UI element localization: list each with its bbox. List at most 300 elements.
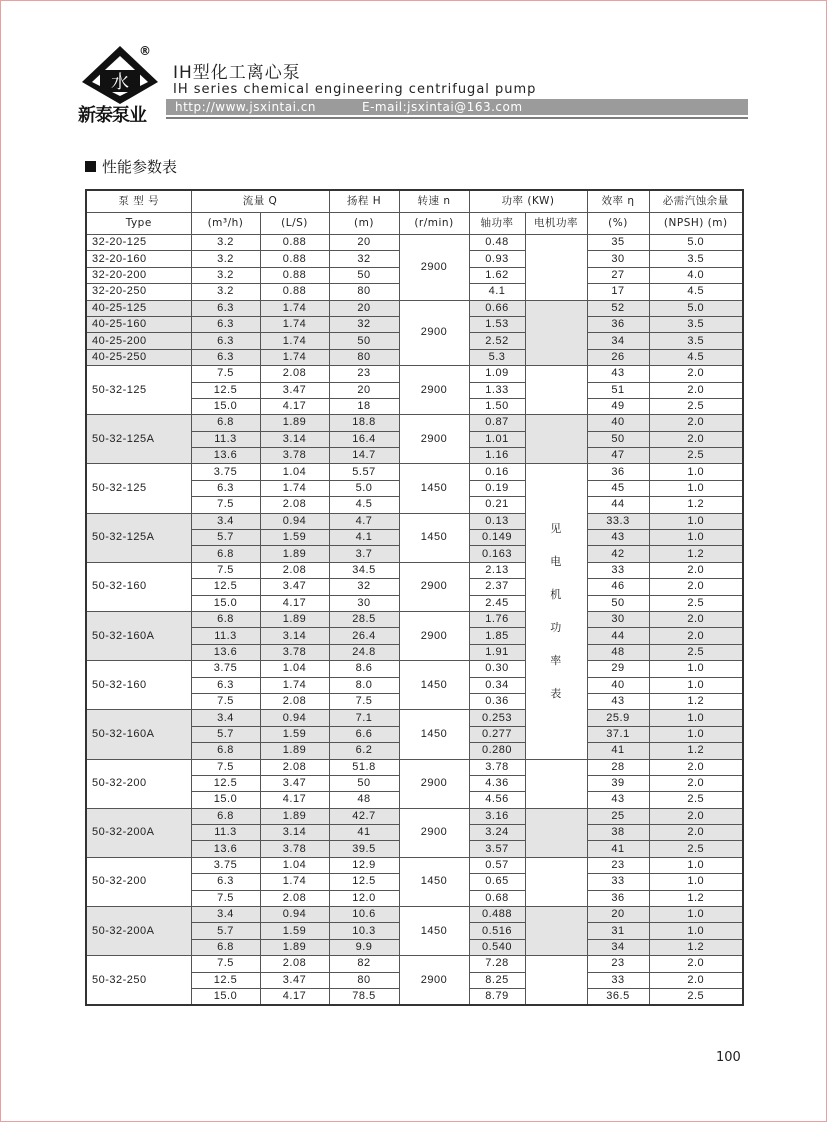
cell-efficiency: 36 (587, 464, 649, 480)
cell-shaft-power: 0.516 (469, 923, 525, 939)
cell-npsh: 2.0 (649, 382, 743, 398)
cell-shaft-power: 3.24 (469, 825, 525, 841)
cell-head: 14.7 (329, 448, 399, 464)
cell-flow-ls: 1.89 (260, 611, 329, 627)
cell-flow-ls: 1.59 (260, 726, 329, 742)
cell-shaft-power: 1.91 (469, 644, 525, 660)
cell-flow-ls: 0.88 (260, 284, 329, 300)
cell-head: 32 (329, 316, 399, 332)
cell-efficiency: 41 (587, 841, 649, 857)
cell-shaft-power: 0.66 (469, 300, 525, 316)
cell-efficiency: 35 (587, 235, 649, 251)
cell-flow-ls: 1.59 (260, 530, 329, 546)
cell-shaft-power: 0.68 (469, 890, 525, 906)
cell-type: 50-32-125A (86, 513, 191, 562)
cell-flow-m3h: 6.8 (191, 546, 260, 562)
cell-flow-ls: 1.74 (260, 874, 329, 890)
cell-efficiency: 20 (587, 907, 649, 923)
cell-flow-ls: 0.88 (260, 267, 329, 283)
cell-flow-ls: 2.08 (260, 562, 329, 578)
cell-flow-ls: 1.04 (260, 661, 329, 677)
cell-flow-m3h: 7.5 (191, 890, 260, 906)
cell-flow-ls: 4.17 (260, 988, 329, 1005)
cell-efficiency: 27 (587, 267, 649, 283)
cell-type: 50-32-200A (86, 808, 191, 857)
cell-flow-m3h: 6.8 (191, 415, 260, 431)
cell-head: 10.3 (329, 923, 399, 939)
cell-head: 12.0 (329, 890, 399, 906)
cell-head: 24.8 (329, 644, 399, 660)
cell-flow-ls: 1.89 (260, 546, 329, 562)
cell-shaft-power: 0.93 (469, 251, 525, 267)
cell-type: 32-20-125 (86, 235, 191, 251)
cell-flow-m3h: 6.8 (191, 808, 260, 824)
cell-flow-ls: 0.88 (260, 235, 329, 251)
cell-flow-m3h: 15.0 (191, 398, 260, 414)
header-npsh-unit: (NPSH) (m) (649, 213, 743, 235)
cell-speed: 1450 (399, 464, 469, 513)
cell-head: 50 (329, 267, 399, 283)
cell-motor-power (525, 300, 587, 366)
cell-flow-ls: 1.74 (260, 333, 329, 349)
cell-flow-m3h: 7.5 (191, 693, 260, 709)
cell-flow-ls: 0.94 (260, 907, 329, 923)
cell-efficiency: 43 (587, 530, 649, 546)
cell-efficiency: 52 (587, 300, 649, 316)
cell-shaft-power: 0.57 (469, 857, 525, 873)
cell-npsh: 2.5 (649, 988, 743, 1005)
cell-flow-m3h: 11.3 (191, 628, 260, 644)
cell-shaft-power: 3.78 (469, 759, 525, 775)
table-row (86, 562, 743, 578)
header-power: 功率 (KW) (469, 190, 587, 213)
cell-head: 23 (329, 366, 399, 382)
motor-note-char: 电 (550, 555, 562, 569)
cell-head: 9.9 (329, 939, 399, 955)
header-type: Type (86, 213, 191, 235)
cell-efficiency: 30 (587, 251, 649, 267)
cell-motor-power (525, 857, 587, 906)
cell-flow-m3h: 12.5 (191, 775, 260, 791)
header-shaft-power: 轴功率 (469, 213, 525, 235)
cell-head: 80 (329, 972, 399, 988)
cell-efficiency: 48 (587, 644, 649, 660)
cell-head: 39.5 (329, 841, 399, 857)
cell-flow-ls: 3.78 (260, 841, 329, 857)
cell-head: 4.7 (329, 513, 399, 529)
title-chinese: IH型化工离心泵 (173, 63, 301, 83)
cell-head: 6.2 (329, 743, 399, 759)
cell-head: 20 (329, 300, 399, 316)
cell-flow-ls: 1.74 (260, 349, 329, 365)
cell-flow-m3h: 5.7 (191, 726, 260, 742)
cell-npsh: 1.2 (649, 497, 743, 513)
cell-npsh: 2.0 (649, 775, 743, 791)
cell-head: 6.6 (329, 726, 399, 742)
cell-npsh: 2.5 (649, 448, 743, 464)
table-row (86, 300, 743, 316)
cell-npsh: 2.0 (649, 562, 743, 578)
cell-head: 3.7 (329, 546, 399, 562)
cell-speed: 2900 (399, 759, 469, 808)
cell-flow-ls: 1.59 (260, 923, 329, 939)
cell-flow-m3h: 15.0 (191, 792, 260, 808)
cell-head: 50 (329, 333, 399, 349)
cell-flow-m3h: 5.7 (191, 530, 260, 546)
performance-table (85, 189, 744, 1006)
cell-flow-m3h: 7.5 (191, 366, 260, 382)
cell-efficiency: 30 (587, 611, 649, 627)
cell-shaft-power: 2.45 (469, 595, 525, 611)
cell-npsh: 2.0 (649, 808, 743, 824)
cell-type: 40-25-200 (86, 333, 191, 349)
cell-flow-ls: 3.14 (260, 431, 329, 447)
cell-shaft-power: 1.16 (469, 448, 525, 464)
cell-efficiency: 46 (587, 579, 649, 595)
cell-flow-m3h: 3.75 (191, 661, 260, 677)
cell-npsh: 1.0 (649, 857, 743, 873)
cell-type: 50-32-200 (86, 759, 191, 808)
cell-flow-ls: 4.17 (260, 398, 329, 414)
table-row (86, 710, 743, 726)
cell-flow-ls: 3.78 (260, 644, 329, 660)
cell-head: 34.5 (329, 562, 399, 578)
cell-head: 8.0 (329, 677, 399, 693)
cell-flow-m3h: 6.3 (191, 874, 260, 890)
header-flow-m3h: (m³/h) (191, 213, 260, 235)
cell-speed: 1450 (399, 661, 469, 710)
cell-efficiency: 17 (587, 284, 649, 300)
cell-motor-power (525, 366, 587, 415)
cell-flow-ls: 0.94 (260, 710, 329, 726)
square-bullet-icon (85, 161, 96, 172)
cell-shaft-power: 0.87 (469, 415, 525, 431)
cell-shaft-power: 2.13 (469, 562, 525, 578)
cell-flow-m3h: 3.2 (191, 251, 260, 267)
cell-efficiency: 39 (587, 775, 649, 791)
cell-npsh: 2.0 (649, 628, 743, 644)
cell-type: 50-32-160 (86, 661, 191, 710)
cell-shaft-power: 0.149 (469, 530, 525, 546)
table-row (86, 956, 743, 972)
cell-head: 18 (329, 398, 399, 414)
cell-npsh: 1.0 (649, 480, 743, 496)
table-row (86, 907, 743, 923)
cell-shaft-power: 0.280 (469, 743, 525, 759)
cell-npsh: 2.5 (649, 792, 743, 808)
cell-flow-m3h: 15.0 (191, 988, 260, 1005)
cell-type: 50-32-125 (86, 464, 191, 513)
cell-flow-ls: 1.89 (260, 939, 329, 955)
cell-npsh: 1.0 (649, 874, 743, 890)
table-row (86, 759, 743, 775)
cell-efficiency: 33 (587, 874, 649, 890)
cell-flow-m3h: 3.2 (191, 235, 260, 251)
cell-head: 12.5 (329, 874, 399, 890)
cell-efficiency: 23 (587, 956, 649, 972)
cell-shaft-power: 3.57 (469, 841, 525, 857)
cell-npsh: 2.0 (649, 366, 743, 382)
cell-head: 80 (329, 349, 399, 365)
cell-flow-ls: 0.94 (260, 513, 329, 529)
cell-npsh: 1.0 (649, 923, 743, 939)
table-row (86, 366, 743, 382)
cell-npsh: 1.2 (649, 743, 743, 759)
table-row (86, 235, 743, 251)
cell-shaft-power: 0.34 (469, 677, 525, 693)
cell-speed: 1450 (399, 907, 469, 956)
cell-head: 51.8 (329, 759, 399, 775)
cell-type: 32-20-160 (86, 251, 191, 267)
cell-speed: 2900 (399, 956, 469, 1006)
cell-head: 5.0 (329, 480, 399, 496)
cell-shaft-power: 2.37 (469, 579, 525, 595)
cell-efficiency: 23 (587, 857, 649, 873)
motor-note-char: 表 (550, 687, 562, 701)
cell-flow-m3h: 6.3 (191, 480, 260, 496)
cell-efficiency: 36 (587, 316, 649, 332)
header-flow-ls: (L/S) (260, 213, 329, 235)
header-speed-unit: (r/min) (399, 213, 469, 235)
cell-flow-m3h: 3.2 (191, 284, 260, 300)
cell-flow-ls: 1.74 (260, 480, 329, 496)
cell-type: 40-25-250 (86, 349, 191, 365)
cell-shaft-power: 0.48 (469, 235, 525, 251)
cell-npsh: 2.5 (649, 595, 743, 611)
cell-head: 41 (329, 825, 399, 841)
cell-efficiency: 45 (587, 480, 649, 496)
cell-flow-m3h: 6.3 (191, 677, 260, 693)
cell-efficiency: 50 (587, 595, 649, 611)
cell-npsh: 1.0 (649, 907, 743, 923)
title-english: IH series chemical engineering centrifugal pump (173, 82, 537, 97)
cell-type: 50-32-160 (86, 562, 191, 611)
header-row-1 (86, 190, 743, 213)
cell-npsh: 1.0 (649, 726, 743, 742)
cell-efficiency: 28 (587, 759, 649, 775)
cell-head: 48 (329, 792, 399, 808)
cell-flow-m3h: 3.4 (191, 907, 260, 923)
cell-type: 40-25-160 (86, 316, 191, 332)
cell-flow-ls: 2.08 (260, 693, 329, 709)
cell-head: 7.1 (329, 710, 399, 726)
cell-efficiency: 50 (587, 431, 649, 447)
cell-speed: 2900 (399, 366, 469, 415)
cell-efficiency: 51 (587, 382, 649, 398)
cell-speed: 2900 (399, 808, 469, 857)
cell-npsh: 3.5 (649, 316, 743, 332)
cell-efficiency: 42 (587, 546, 649, 562)
cell-shaft-power: 0.253 (469, 710, 525, 726)
page-number: 100 (716, 1050, 741, 1065)
cell-efficiency: 37.1 (587, 726, 649, 742)
cell-efficiency: 33 (587, 972, 649, 988)
cell-flow-ls: 1.74 (260, 300, 329, 316)
header-npsh: 必需汽蚀余量 (649, 190, 743, 213)
cell-shaft-power: 4.56 (469, 792, 525, 808)
cell-npsh: 4.5 (649, 349, 743, 365)
cell-type: 50-32-125 (86, 366, 191, 415)
cell-head: 5.57 (329, 464, 399, 480)
cell-shaft-power: 0.65 (469, 874, 525, 890)
cell-efficiency: 34 (587, 333, 649, 349)
cell-head: 32 (329, 251, 399, 267)
cell-npsh: 1.2 (649, 939, 743, 955)
cell-flow-m3h: 12.5 (191, 579, 260, 595)
website-link[interactable]: http://www.jsxintai.cn (175, 100, 316, 114)
cell-shaft-power: 3.16 (469, 808, 525, 824)
section-title: 性能参数表 (102, 158, 178, 176)
cell-head: 28.5 (329, 611, 399, 627)
cell-npsh: 2.0 (649, 972, 743, 988)
table-row (86, 857, 743, 873)
cell-efficiency: 31 (587, 923, 649, 939)
cell-head: 50 (329, 775, 399, 791)
cell-shaft-power: 4.1 (469, 284, 525, 300)
cell-head: 26.4 (329, 628, 399, 644)
cell-npsh: 2.0 (649, 431, 743, 447)
cell-flow-ls: 3.14 (260, 628, 329, 644)
svg-text:水: 水 (111, 72, 129, 93)
cell-npsh: 5.0 (649, 235, 743, 251)
cell-head: 4.5 (329, 497, 399, 513)
header-motor-power: 电机功率 (525, 213, 587, 235)
cell-npsh: 1.0 (649, 661, 743, 677)
cell-shaft-power: 0.13 (469, 513, 525, 529)
cell-shaft-power: 0.163 (469, 546, 525, 562)
cell-head: 18.8 (329, 415, 399, 431)
motor-note-char: 见 (550, 522, 562, 536)
cell-type: 50-32-125A (86, 415, 191, 464)
cell-npsh: 3.5 (649, 333, 743, 349)
cell-flow-m3h: 6.3 (191, 349, 260, 365)
cell-flow-ls: 0.88 (260, 251, 329, 267)
cell-efficiency: 29 (587, 661, 649, 677)
cell-type: 50-32-200 (86, 857, 191, 906)
cell-shaft-power: 8.79 (469, 988, 525, 1005)
table-body (86, 235, 743, 1006)
cell-shaft-power: 0.36 (469, 693, 525, 709)
cell-npsh: 1.2 (649, 693, 743, 709)
header-head-unit: (m) (329, 213, 399, 235)
cell-flow-m3h: 13.6 (191, 448, 260, 464)
cell-efficiency: 34 (587, 939, 649, 955)
cell-head: 80 (329, 284, 399, 300)
cell-speed: 2900 (399, 235, 469, 301)
table-row (86, 415, 743, 431)
cell-npsh: 1.0 (649, 513, 743, 529)
cell-flow-m3h: 15.0 (191, 595, 260, 611)
cell-shaft-power: 0.488 (469, 907, 525, 923)
cell-head: 30 (329, 595, 399, 611)
cell-head: 12.9 (329, 857, 399, 873)
cell-flow-ls: 3.14 (260, 825, 329, 841)
cell-flow-ls: 1.89 (260, 743, 329, 759)
cell-shaft-power: 1.33 (469, 382, 525, 398)
cell-flow-ls: 2.08 (260, 366, 329, 382)
cell-head: 4.1 (329, 530, 399, 546)
cell-flow-m3h: 7.5 (191, 562, 260, 578)
cell-shaft-power: 0.16 (469, 464, 525, 480)
cell-flow-ls: 2.08 (260, 497, 329, 513)
motor-note-char: 功 (550, 621, 562, 635)
cell-flow-m3h: 13.6 (191, 841, 260, 857)
cell-speed: 1450 (399, 857, 469, 906)
cell-head: 82 (329, 956, 399, 972)
cell-flow-ls: 3.47 (260, 775, 329, 791)
motor-note-char: 率 (550, 654, 562, 668)
table-row (86, 661, 743, 677)
cell-shaft-power: 2.52 (469, 333, 525, 349)
cell-motor-power (525, 907, 587, 956)
email-link[interactable]: E-mail:jsxintai@163.com (362, 100, 523, 114)
cell-flow-ls: 1.89 (260, 415, 329, 431)
cell-shaft-power: 1.09 (469, 366, 525, 382)
cell-head: 42.7 (329, 808, 399, 824)
cell-type: 32-20-250 (86, 284, 191, 300)
cell-motor-power (525, 415, 587, 464)
cell-efficiency: 25.9 (587, 710, 649, 726)
cell-flow-m3h: 6.3 (191, 300, 260, 316)
cell-efficiency: 26 (587, 349, 649, 365)
cell-npsh: 1.0 (649, 710, 743, 726)
cell-flow-ls: 4.17 (260, 595, 329, 611)
cell-flow-m3h: 13.6 (191, 644, 260, 660)
cell-efficiency: 36.5 (587, 988, 649, 1005)
cell-efficiency: 38 (587, 825, 649, 841)
cell-efficiency: 44 (587, 628, 649, 644)
cell-type: 50-32-200A (86, 907, 191, 956)
cell-npsh: 2.0 (649, 759, 743, 775)
cell-npsh: 2.5 (649, 841, 743, 857)
cell-head: 20 (329, 235, 399, 251)
cell-efficiency: 43 (587, 366, 649, 382)
cell-npsh: 2.0 (649, 579, 743, 595)
cell-shaft-power: 1.76 (469, 611, 525, 627)
section-heading (85, 156, 177, 177)
cell-flow-m3h: 6.8 (191, 611, 260, 627)
banner-underline (166, 117, 748, 119)
cell-motor-power (525, 759, 587, 808)
cell-shaft-power: 7.28 (469, 956, 525, 972)
header-speed: 转速 n (399, 190, 469, 213)
cell-shaft-power: 1.85 (469, 628, 525, 644)
cell-flow-ls: 3.78 (260, 448, 329, 464)
cell-type: 32-20-200 (86, 267, 191, 283)
cell-flow-ls: 3.47 (260, 579, 329, 595)
cell-flow-ls: 1.04 (260, 857, 329, 873)
cell-shaft-power: 8.25 (469, 972, 525, 988)
cell-type: 50-32-250 (86, 956, 191, 1006)
cell-flow-m3h: 12.5 (191, 972, 260, 988)
cell-speed: 2900 (399, 562, 469, 611)
cell-flow-m3h: 6.8 (191, 743, 260, 759)
cell-flow-m3h: 3.75 (191, 464, 260, 480)
cell-efficiency: 43 (587, 792, 649, 808)
cell-npsh: 1.0 (649, 464, 743, 480)
cell-speed: 2900 (399, 300, 469, 366)
cell-flow-ls: 1.04 (260, 464, 329, 480)
motor-power-note (525, 464, 587, 759)
cell-npsh: 2.5 (649, 644, 743, 660)
cell-npsh: 4.0 (649, 267, 743, 283)
cell-npsh: 1.2 (649, 546, 743, 562)
header-efficiency: 效率 η (587, 190, 649, 213)
cell-head: 10.6 (329, 907, 399, 923)
cell-flow-ls: 1.74 (260, 677, 329, 693)
cell-shaft-power: 0.277 (469, 726, 525, 742)
cell-efficiency: 44 (587, 497, 649, 513)
